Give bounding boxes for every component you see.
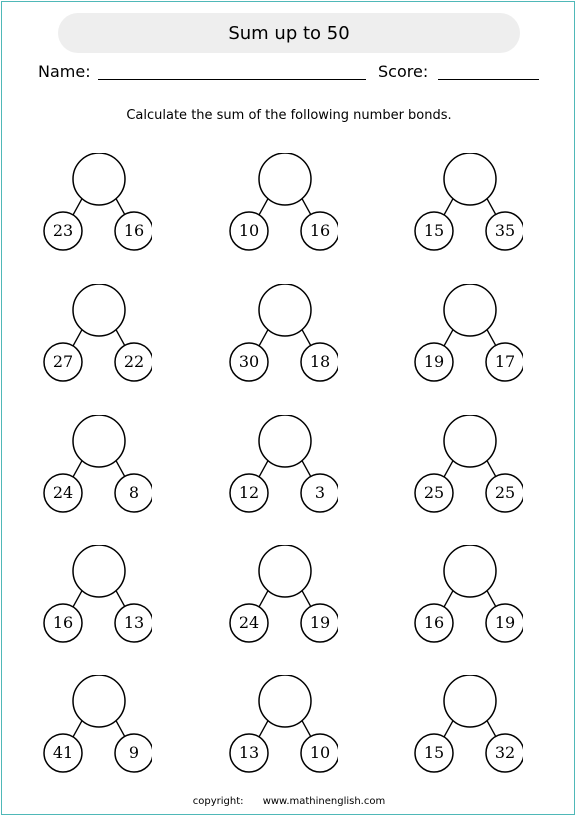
name-label: Name:: [38, 62, 91, 81]
sum-circle[interactable]: [444, 675, 496, 727]
sum-circle[interactable]: [259, 545, 311, 597]
addend-left: 23: [52, 221, 74, 240]
addend-left: 15: [423, 221, 445, 240]
sum-circle[interactable]: [259, 153, 311, 205]
score-field[interactable]: [438, 79, 539, 80]
addend-right: 3: [314, 483, 326, 502]
addend-left: 19: [423, 352, 445, 371]
number-bond: [228, 415, 338, 515]
sum-circle[interactable]: [259, 284, 311, 336]
sum-circle[interactable]: [73, 153, 125, 205]
sum-circle[interactable]: [73, 545, 125, 597]
number-bond: [228, 284, 338, 384]
addend-right: 25: [494, 483, 516, 502]
number-bond: [228, 545, 338, 645]
addend-right: 17: [494, 352, 516, 371]
title-text: Sum up to 50: [228, 22, 350, 44]
addend-left: 41: [52, 743, 74, 762]
sum-circle[interactable]: [444, 153, 496, 205]
number-bond: [228, 675, 338, 775]
copyright-label: copyright:: [192, 796, 244, 807]
name-score-row: [38, 62, 548, 86]
addend-left: 16: [423, 613, 445, 632]
number-bond: [42, 284, 152, 384]
instructions: Calculate the sum of the following number bonds.: [126, 108, 452, 123]
addend-right: 19: [494, 613, 516, 632]
score-label: Score:: [378, 62, 429, 81]
addend-right: 9: [128, 743, 140, 762]
addend-left: 24: [238, 613, 260, 632]
number-bond: [413, 675, 523, 775]
number-bond: [413, 284, 523, 384]
addend-right: 22: [123, 352, 145, 371]
footer: [0, 796, 578, 807]
addend-right: 16: [123, 221, 145, 240]
number-bond: [228, 153, 338, 253]
site-url: www.mathinenglish.com: [262, 796, 386, 807]
number-bond: [413, 545, 523, 645]
worksheet-title: [58, 13, 520, 53]
number-bond: [413, 415, 523, 515]
number-bond: [42, 675, 152, 775]
addend-right: 18: [309, 352, 331, 371]
sum-circle[interactable]: [259, 675, 311, 727]
addend-left: 15: [423, 743, 445, 762]
name-field[interactable]: [98, 79, 366, 80]
addend-right: 10: [309, 743, 331, 762]
sum-circle[interactable]: [73, 415, 125, 467]
sum-circle[interactable]: [444, 284, 496, 336]
addend-right: 8: [128, 483, 140, 502]
addend-left: 30: [238, 352, 260, 371]
addend-right: 32: [494, 743, 516, 762]
sum-circle[interactable]: [444, 415, 496, 467]
addend-left: 10: [238, 221, 260, 240]
addend-right: 35: [494, 221, 516, 240]
sum-circle[interactable]: [259, 415, 311, 467]
addend-right: 16: [309, 221, 331, 240]
number-bond: [42, 415, 152, 515]
sum-circle[interactable]: [73, 284, 125, 336]
addend-left: 27: [52, 352, 74, 371]
addend-right: 19: [309, 613, 331, 632]
addend-left: 24: [52, 483, 74, 502]
number-bond: [413, 153, 523, 253]
addend-left: 16: [52, 613, 74, 632]
addend-left: 25: [423, 483, 445, 502]
addend-right: 13: [123, 613, 145, 632]
sum-circle[interactable]: [444, 545, 496, 597]
addend-left: 12: [238, 483, 260, 502]
sum-circle[interactable]: [73, 675, 125, 727]
number-bond: [42, 545, 152, 645]
number-bond: [42, 153, 152, 253]
addend-left: 13: [238, 743, 260, 762]
